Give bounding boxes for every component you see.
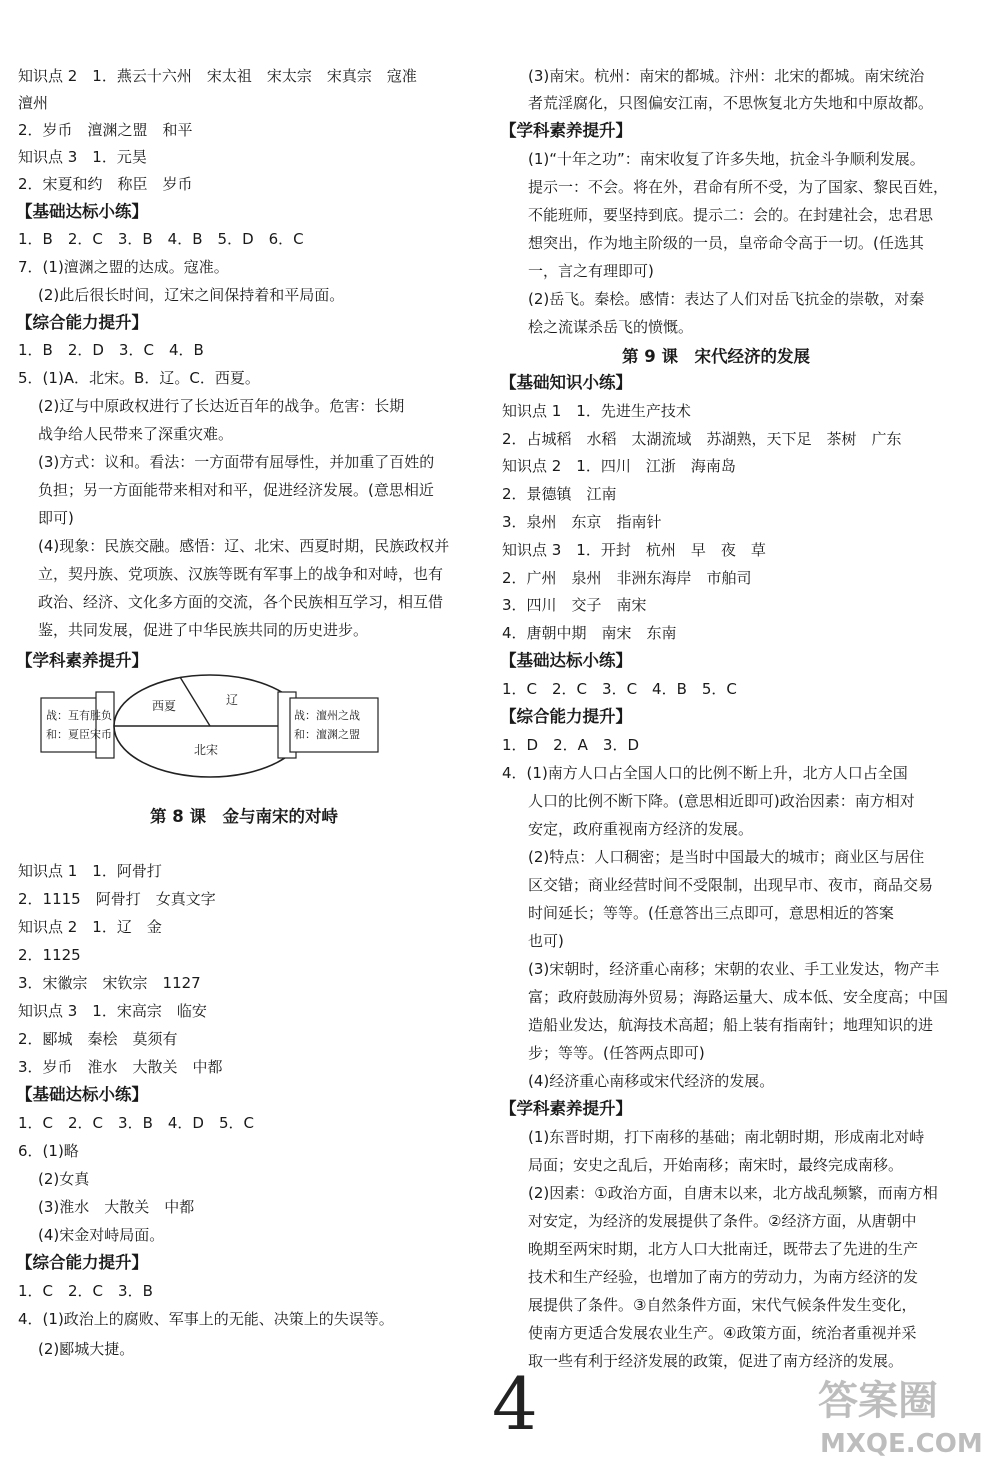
answer-line: 知识点 2 1．四川 江浙 海南岛	[502, 457, 736, 475]
answer-line: 7．(1)澶渊之盟的达成。寇准。	[18, 258, 229, 276]
answer-line: 富；政府鼓励海外贸易；海路运量大、成本低、安全度高；中国	[528, 988, 949, 1006]
answer-line: (2)特点：人口稠密；是当时中国最大的城市；商业区与居住	[528, 848, 925, 866]
answer-line: 技术和生产经验，也增加了南方的劳动力，为南方经济的发	[528, 1268, 919, 1286]
answer-line: 也可)	[528, 932, 564, 950]
answer-line: 1．B 2．D 3．C 4．B	[18, 341, 204, 359]
lesson-9-title: 第 9 课 宋代经济的发展	[622, 347, 810, 366]
section-heading: 【学科素养提升】	[500, 1099, 632, 1118]
section-heading: 【综合能力提升】	[500, 707, 632, 726]
answer-line: (1)东晋时期，打下南移的基础；南北朝时期，形成南北对峙	[528, 1128, 925, 1146]
answer-line: 造船业发达，航海技术高超；船上装有指南针；地理知识的进	[528, 1016, 934, 1034]
answer-line: (2)岳飞。秦桧。感情：表达了人们对岳飞抗金的崇敬，对秦	[528, 290, 925, 308]
answer-line: 步；等等。(任答两点即可)	[528, 1044, 705, 1062]
answer-line: 鉴，共同发展，促进了中华民族共同的历史进步。	[38, 621, 369, 639]
answer-line: 3．泉州 东京 指南针	[502, 513, 662, 531]
answer-line: 展提供了条件。③自然条件方面，宋代气候条件发生变化，	[528, 1296, 917, 1314]
answer-line: 政治、经济、文化多方面的交流，各个民族相互学习，相互借	[38, 593, 444, 611]
answer-line: (2)女真	[38, 1170, 90, 1188]
answer-line: 1．C 2．C 3．B 4．D 5．C	[18, 1114, 254, 1132]
answer-line: 人口的比例不断下降。(意思相近即可)政治因素：南方相对	[528, 792, 915, 810]
section-heading: 【学科素养提升】	[16, 651, 148, 670]
answer-line: 1．B 2．C 3．B 4．B 5．D 6．C	[18, 230, 304, 248]
answer-line: 2．岁币 澶渊之盟 和平	[18, 121, 193, 139]
answer-line: 知识点 1 1．先进生产技术	[502, 402, 691, 420]
watermark-logo	[812, 1368, 994, 1460]
answer-line: 4．(1)南方人口占全国人口的比例不断上升，北方人口占全国	[502, 764, 908, 782]
answer-line: 者荒淫腐化，只图偏安江南，不思恢复北方失地和中原故都。	[528, 94, 934, 112]
watermark-bottom-text: MXQE.COM	[820, 1429, 983, 1459]
answer-line: 澶州	[18, 94, 49, 112]
answer-line: 6．(1)略	[18, 1142, 79, 1160]
answer-line: 时间延长；等等。(任意答出三点即可，意思相近的答案	[528, 904, 894, 922]
answer-line: 2．广州 泉州 非洲东海岸 市舶司	[502, 569, 752, 587]
answer-line: 2．郾城 秦桧 莫须有	[18, 1030, 178, 1048]
answer-line: 知识点 2 1．燕云十六州 宋太祖 宋太宗 宋真宗 寇准	[18, 67, 417, 85]
answer-line: 提示一：不会。将在外，君命有所不受，为了国家、黎民百姓，	[528, 178, 949, 196]
section-heading: 【学科素养提升】	[500, 121, 632, 140]
diagram-left-line-1: 战：互有胜负	[46, 709, 112, 722]
answer-line: (3)淮水 大散关 中都	[38, 1198, 195, 1216]
answer-line: 知识点 1 1．阿骨打	[18, 862, 162, 880]
section-heading: 【综合能力提升】	[16, 313, 148, 332]
answer-line: 知识点 3 1．开封 杭州 早 夜 草	[502, 541, 766, 559]
answer-line: (2)此后很长时间，辽宋之间保持着和平局面。	[38, 286, 345, 304]
answer-line: 即可)	[38, 509, 74, 527]
answer-line: (4)宋金对峙局面。	[38, 1226, 165, 1244]
answer-line: 知识点 3 1．宋高宗 临安	[18, 1002, 207, 1020]
answer-line: 1．D 2．A 3．D	[502, 736, 639, 754]
answer-line: 2．占城稻 水稻 太湖流域 苏湖熟，天下足 茶树 广东	[502, 430, 902, 448]
answer-line: 4．唐朝中期 南宋 东南	[502, 624, 677, 642]
answer-line: 局面；安史之乱后，开始南移；南宋时，最终完成南移。	[528, 1156, 904, 1174]
answer-line: (4)经济重心南移或宋代经济的发展。	[528, 1072, 775, 1090]
answer-line: (3)方式：议和。看法：一方面带有屈辱性，并加重了百姓的	[38, 453, 435, 471]
answer-line: 3．宋徽宗 宋钦宗 1127	[18, 974, 201, 992]
answer-line: 不能班师，要坚持到底。提示二：会的。在封建社会，忠君思	[528, 206, 934, 224]
answer-line: 知识点 3 1．元昊	[18, 148, 147, 166]
answer-line: 区交错；商业经营时间不受限制，出现早市、夜市，商品交易	[528, 876, 934, 894]
answer-line: 立，契丹族、党项族、汉族等既有军事上的战争和对峙，也有	[38, 565, 444, 583]
section-heading: 【基础达标小练】	[16, 202, 148, 221]
section-heading: 【基础知识小练】	[500, 373, 632, 392]
answer-line: 桧之流谋杀岳飞的愤慨。	[528, 318, 694, 336]
answer-line: 5．(1)A．北宋。B．辽。C．西夏。	[18, 369, 260, 387]
answer-line: 2．1125	[18, 946, 81, 964]
answer-line: (2)辽与中原政权进行了长达近百年的战争。危害：长期	[38, 397, 405, 415]
liao-song-xia-diagram	[40, 672, 380, 780]
answer-line: 一，言之有理即可)	[528, 262, 654, 280]
section-heading: 【基础达标小练】	[500, 651, 632, 670]
answer-line: 3．四川 交子 南宋	[502, 596, 647, 614]
answer-line: (2)郾城大捷。	[38, 1340, 135, 1358]
section-heading: 【基础达标小练】	[16, 1085, 148, 1104]
answer-line: 2．景德镇 江南	[502, 485, 617, 503]
answer-line: 取一些有利于经济发展的政策，促进了南方经济的发展。	[528, 1352, 904, 1370]
lesson-8-title: 第 8 课 金与南宋的对峙	[150, 807, 338, 826]
answer-line: 4．(1)政治上的腐败、军事上的无能、决策上的失误等。	[18, 1310, 394, 1328]
answer-line: (3)南宋。杭州：南宋的都城。汴州：北宋的都城。南宋统治	[528, 67, 925, 85]
region-liao: 辽	[226, 693, 239, 707]
answer-line: 使南方更适合发展农业生产。④政策方面，统治者重视并采	[528, 1324, 917, 1342]
answer-line: 负担；另一方面能带来相对和平，促进经济发展。(意思相近	[38, 481, 434, 499]
answer-line: 战争给人民带来了深重灾难。	[38, 425, 234, 443]
answer-line: 2．宋夏和约 称臣 岁币	[18, 175, 193, 193]
diagram-right-line-2: 和：澶渊之盟	[294, 728, 360, 741]
answer-line: 安定，政府重视南方经济的发展。	[528, 820, 754, 838]
diagram-right-line-1: 战：澶州之战	[294, 709, 360, 722]
answer-line: 想突出，作为地主阶级的一员，皇帝命令高于一切。(任选其	[528, 234, 924, 252]
handwritten-page-number: 4	[492, 1362, 538, 1446]
answer-line: (2)因素：①政治方面，自唐末以来，北方战乱频繁，而南方相	[528, 1184, 938, 1202]
answer-line: 晚期至两宋时期，北方人口大批南迁，既带去了先进的生产	[528, 1240, 919, 1258]
answer-line: 1．C 2．C 3．C 4．B 5．C	[502, 680, 737, 698]
answer-line: 3．岁币 淮水 大散关 中都	[18, 1058, 223, 1076]
region-xixia: 西夏	[152, 699, 177, 713]
section-heading: 【综合能力提升】	[16, 1253, 148, 1272]
diagram-left-line-2: 和：夏臣宋币	[46, 728, 112, 741]
answer-line: 1．C 2．C 3．B	[18, 1282, 153, 1300]
answer-line: 对安定，为经济的发展提供了条件。②经济方面，从唐朝中	[528, 1212, 917, 1230]
answer-line: 知识点 2 1．辽 金	[18, 918, 162, 936]
answer-line: (3)宋朝时，经济重心南移；宋朝的农业、手工业发达，物产丰	[528, 960, 940, 978]
answer-line: (4)现象：民族交融。感悟：辽、北宋、西夏时期，民族政权并	[38, 537, 450, 555]
watermark-top-text: 答案圈	[818, 1378, 938, 1424]
answer-line: 2．1115 阿骨打 女真文字	[18, 890, 216, 908]
region-beisong: 北宋	[194, 743, 219, 757]
answer-line: (1)“十年之功”：南宋收复了许多失地，抗金斗争顺利发展。	[528, 150, 925, 168]
